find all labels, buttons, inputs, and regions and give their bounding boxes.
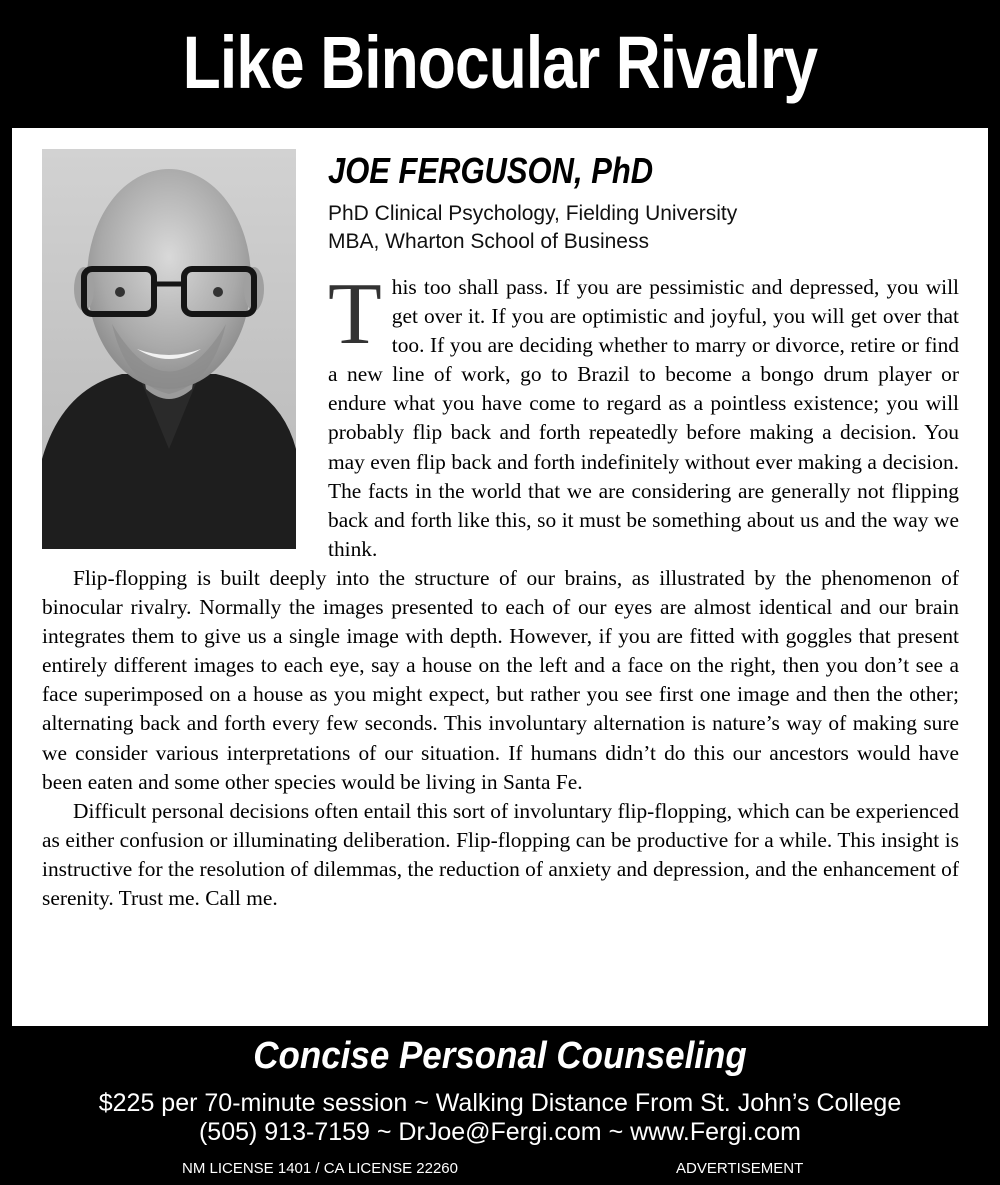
credential-phd: PhD Clinical Psychology, Fielding University xyxy=(328,202,738,225)
credential-mba: MBA, Wharton School of Business xyxy=(328,230,649,253)
header-bar xyxy=(0,0,1000,128)
advertisement-label: ADVERTISEMENT xyxy=(676,1160,804,1177)
headline: Like Binocular Rivalry xyxy=(182,21,818,104)
article-paragraph: Flip-flopping is built deeply into the structure of our brains, as illustrated by the phenomenon of binocular rivalry. Normally the images presented to each of our eyes are almost identical and our brain integrates them to give us a single image with depth. However, if you are fitted with goggles that present entirely different images to each eye, say a house on the left and a face on the right, then you don’t see a face superimposed on a house as you might expect, but rather you see first one image and then the other; alternating back and forth every few seconds. This involuntary alternation is nature’s way of making sure we consider various interpretations of our situation. If humans didn’t do this our ancestors would have been eaten and some other species would be living in Santa Fe. xyxy=(42,565,959,794)
author-name: JOE FERGUSON, PhD xyxy=(328,150,654,191)
photo-wrap-spacer xyxy=(42,273,328,551)
ad-panel xyxy=(12,128,988,1026)
article-paragraph: This too shall pass. If you are pessimistic and depressed, you will get over it. If you are optimistic and joyful, you will get over that too. If you are deciding whether to marry or divorce, retire or find a new line of work, go to Brazil to become a bongo drum player or endure what you have come to regard as a pointless existence; you will probably flip back and forth repeatedly before making a decision. You may even flip back and forth indefinitely without ever making a decision. The facts in the world that we are considering are generally not flipping back and forth like this, so it must be something about us and the way we think. xyxy=(328,266,959,561)
article-paragraph: Difficult personal decisions often entail this sort of involuntary flip-flopping, which can be experienced as either confusion or illuminating deliberation. Flip-flopping can be productive for a while. This insight is instructive for the resolution of dilemmas, the reduction of anxiety and depression, and the enhancement of serenity. Trust me. Call me. xyxy=(42,798,959,910)
pricing-location: $225 per 70-minute session ~ Walking Distance From St. John’s College xyxy=(98,1089,902,1117)
service-banner: Concise Personal Counseling xyxy=(253,1035,747,1077)
drop-cap: T xyxy=(328,266,382,363)
contact-info: (505) 913-7159 ~ DrJoe@Fergi.com ~ www.Fergi.com xyxy=(198,1118,801,1146)
license-text: NM LICENSE 1401 / CA LICENSE 22260 xyxy=(182,1160,458,1177)
article-body xyxy=(42,266,959,913)
